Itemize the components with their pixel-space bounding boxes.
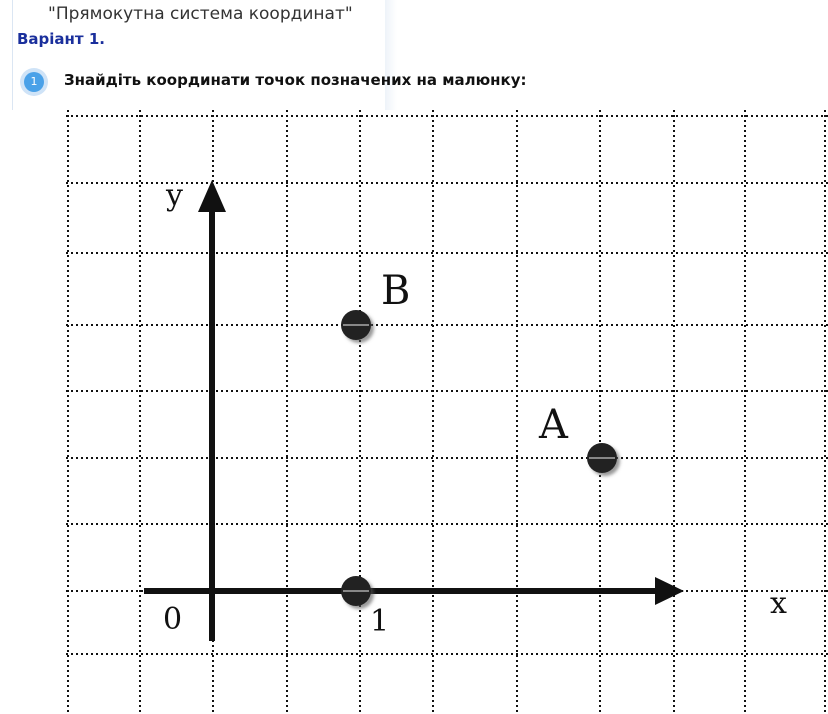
point-label-b: B — [381, 268, 411, 314]
x-axis-arrow-icon — [655, 577, 684, 605]
point-label-a: A — [539, 402, 568, 448]
y-axis-arrow-icon — [198, 180, 226, 212]
y-axis-label: y — [166, 178, 183, 213]
question-text: Знайдіть координати точок позначених на малюнку: — [64, 71, 527, 89]
unit-label: 1 — [370, 604, 390, 639]
points-layer — [341, 268, 617, 606]
axes — [144, 180, 684, 641]
origin-label: 0 — [163, 602, 183, 637]
variant-heading: Варіант 1. — [17, 30, 105, 48]
question-number: 1 — [24, 72, 44, 92]
x-axis-label: x — [770, 586, 787, 621]
document-title: "Прямокутна система координат" — [48, 4, 353, 24]
